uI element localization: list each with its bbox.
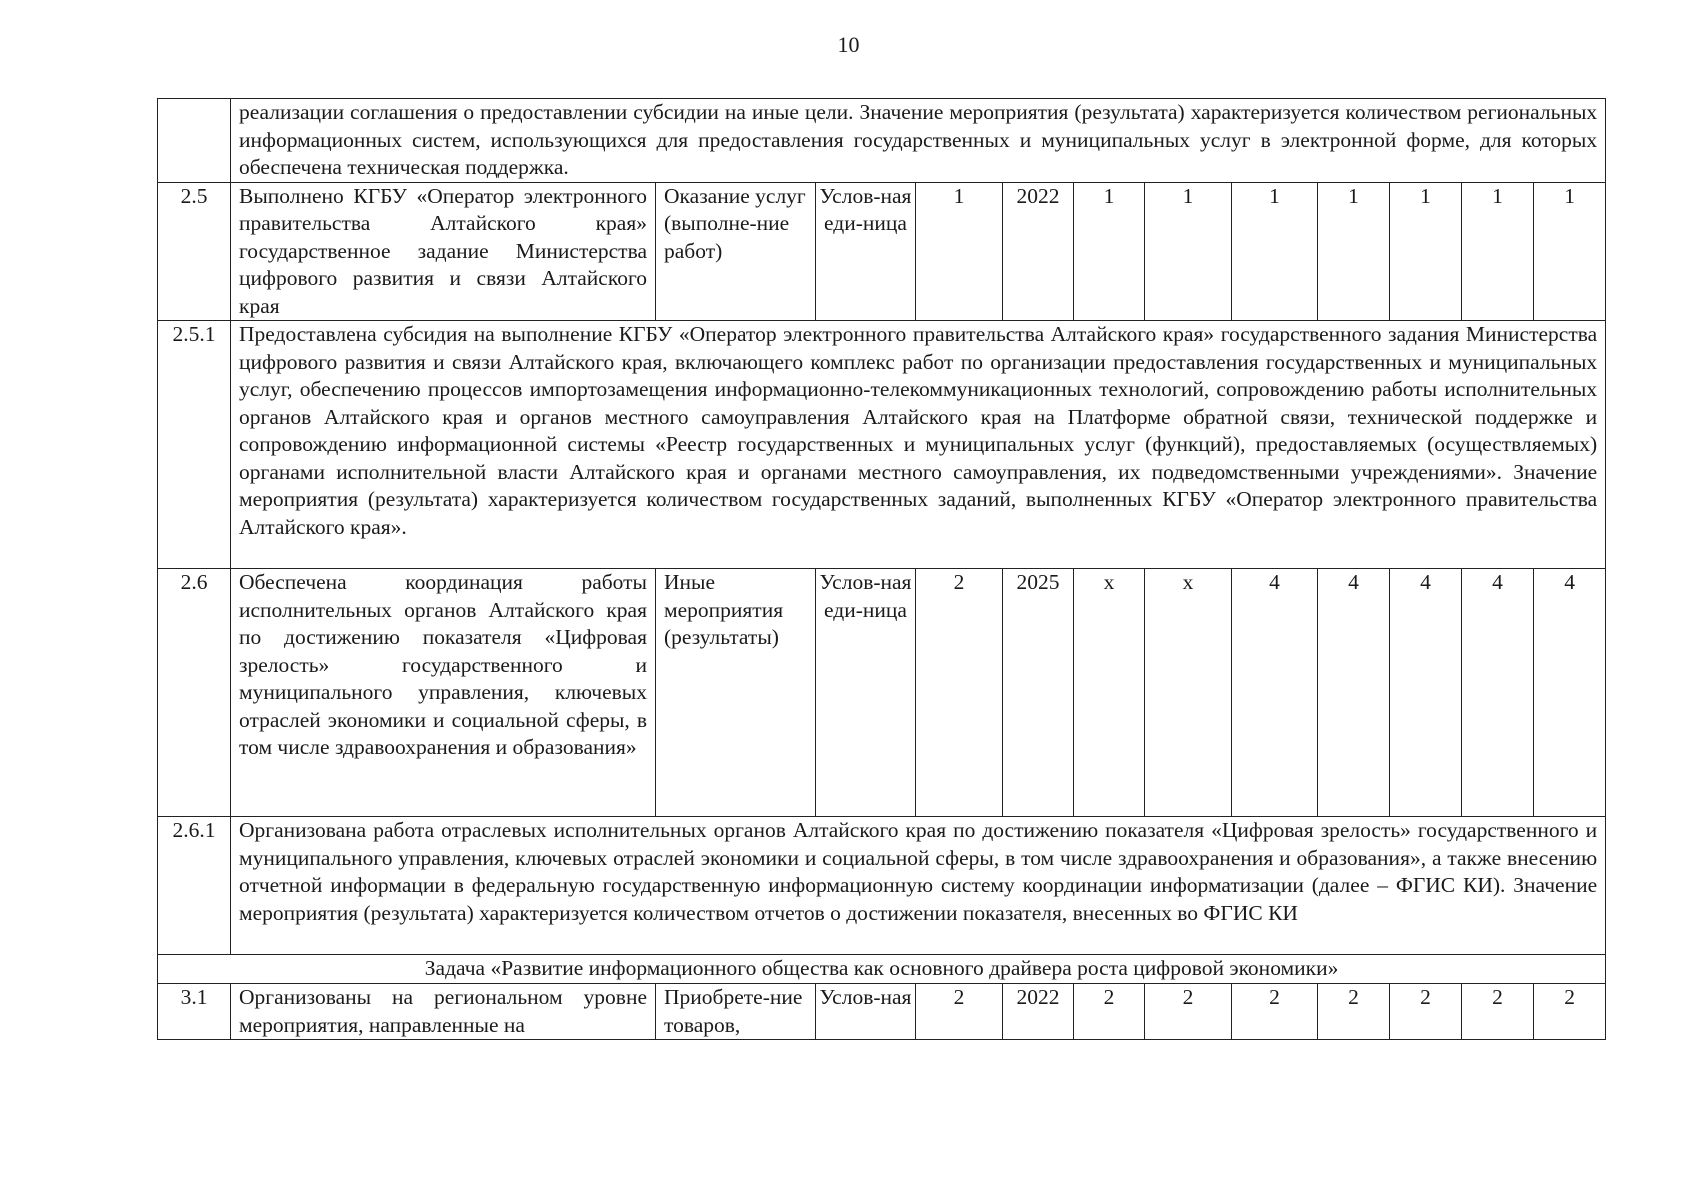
unit-of-measure: Услов-ная еди-ница [816, 569, 916, 817]
program-table [157, 98, 1606, 1040]
row-number: 2.5 [158, 182, 231, 321]
table-row [158, 817, 1606, 955]
activity-description: Предоставлена субсидия на выполнение КГБУ «Оператор электронного правительства Алтайского края» государственного задания Министерства цифрового развития и связи Алтайского края, включающего комплекс работ по организации предоставления государственных и муниципальных услуг, обеспечению процессов импортозамещения информационно-телекоммуникационных технологий, сопровождению работы исполнительных органов Алтайского края и органов местного самоуправления Алтайского края на Платформе обратной связи, технической поддержке и сопровождению информационной системы «Реестр государственных и муниципальных услуг (функций), предоставляемых (осуществляемых) органами исполнительной власти Алтайского края и органами местного самоуправления, их подведомственными учреждениями». Значение мероприятия (результата) характеризуется количеством государственных заданий, выполненных КГБУ «Оператор электронного правительства Алтайского края». [231, 321, 1606, 569]
year-value: x [1145, 569, 1232, 817]
year-value: 2 [1074, 984, 1145, 1040]
year-value: 2 [1318, 984, 1390, 1040]
base-year: 2025 [1003, 569, 1074, 817]
year-value: 2 [1145, 984, 1232, 1040]
year-value: 2 [1390, 984, 1462, 1040]
year-value: 1 [1534, 182, 1606, 321]
result-title: Обеспечена координация работы исполнительных органов Алтайского края по достижению показателя «Цифровая зрелость» государственного и муниципального управления, ключевых отраслей экономики и социальной сферы, в том числе здравоохранения и образования» [231, 569, 656, 817]
year-value: 4 [1390, 569, 1462, 817]
year-value: 2 [1462, 984, 1534, 1040]
table-row [158, 955, 1606, 984]
activity-description: Организована работа отраслевых исполнительных органов Алтайского края по достижению показателя «Цифровая зрелость» государственного и муниципального управления, ключевых отраслей экономики и социальной сферы, в том числе здравоохранения и образования», а также внесению отчетной информации в федеральную государственную информационную систему координации информатизации (далее – ФГИС КИ). Значение мероприятия (результата) характеризуется количеством отчетов о достижении показателя, внесенных во ФГИС КИ [231, 817, 1606, 955]
base-value: 2 [916, 984, 1003, 1040]
year-value: 2 [1232, 984, 1318, 1040]
base-year: 2022 [1003, 182, 1074, 321]
row-number: 2.6 [158, 569, 231, 817]
year-value: x [1074, 569, 1145, 817]
result-type: Иные мероприятия (результаты) [656, 569, 816, 817]
year-value: 1 [1232, 182, 1318, 321]
row-number: 3.1 [158, 984, 231, 1040]
unit-of-measure: Услов-ная [816, 984, 916, 1040]
table-row [158, 321, 1606, 569]
result-title: Выполнено КГБУ «Оператор электронного правительства Алтайского края» государственное задание Министерства цифрового развития и связи Алтайского края [231, 182, 656, 321]
year-value: 4 [1318, 569, 1390, 817]
task-heading: Задача «Развитие информационного общества как основного драйвера роста цифровой экономики» [158, 955, 1606, 984]
year-value: 4 [1462, 569, 1534, 817]
row-number: 2.6.1 [158, 817, 231, 955]
result-type: Оказание услуг (выполне-ние работ) [656, 182, 816, 321]
row-number-cell [158, 99, 231, 183]
base-value: 2 [916, 569, 1003, 817]
year-value: 2 [1534, 984, 1606, 1040]
table-row [158, 569, 1606, 817]
year-value: 1 [1318, 182, 1390, 321]
row-number: 2.5.1 [158, 321, 231, 569]
year-value: 1 [1462, 182, 1534, 321]
year-value: 1 [1074, 182, 1145, 321]
table-row [158, 984, 1606, 1040]
table-row [158, 99, 1606, 183]
base-value: 1 [916, 182, 1003, 321]
year-value: 1 [1390, 182, 1462, 321]
unit-of-measure: Услов-ная еди-ница [816, 182, 916, 321]
continuation-text: реализации соглашения о предоставлении субсидии на иные цели. Значение мероприятия (результата) характеризуется количеством региональных информационных систем, использующихся для предоставления государственных и муниципальных услуг в электронной форме, для которых обеспечена техническая поддержка. [231, 99, 1606, 183]
base-year: 2022 [1003, 984, 1074, 1040]
year-value: 1 [1145, 182, 1232, 321]
page-number: 10 [837, 32, 860, 57]
result-title: Организованы на региональном уровне мероприятия, направленные на [231, 984, 656, 1040]
result-type: Приобрете-ние товаров, [656, 984, 816, 1040]
year-value: 4 [1232, 569, 1318, 817]
table-row [158, 182, 1606, 321]
year-value: 4 [1534, 569, 1606, 817]
